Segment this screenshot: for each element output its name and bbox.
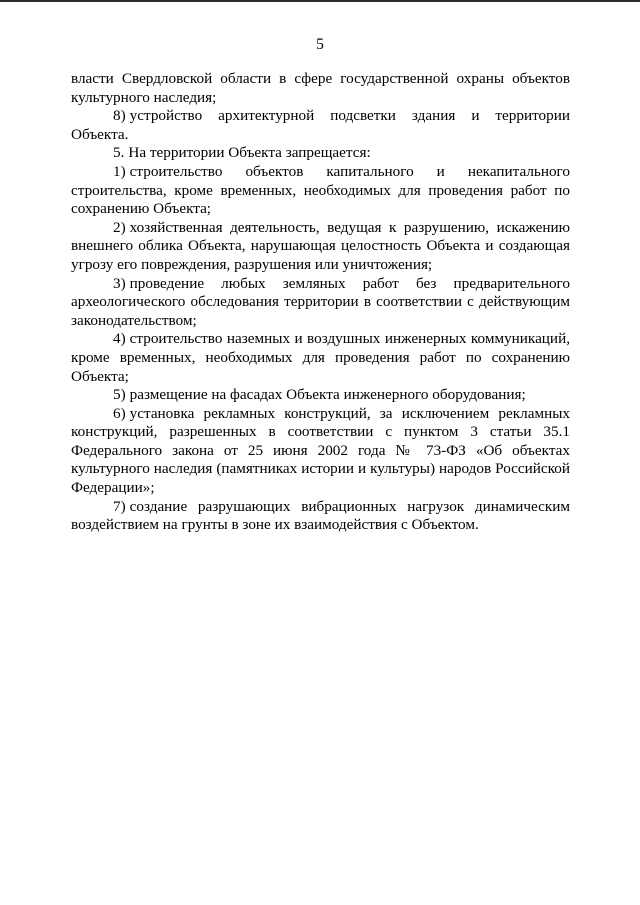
list-marker: 5) (113, 386, 126, 404)
list-item-4 (71, 330, 570, 386)
list-item-text: хозяйственная деятельность, ведущая к разрушению, искажению внешнего облика Объекта, нарушающая целостность Объекта и создающая угрозу его повреждения, разрушения или уничтожения; (71, 218, 570, 273)
list-marker: 1) (113, 162, 126, 180)
list-marker: 8) (113, 107, 126, 125)
paragraph-continuation (71, 70, 570, 107)
list-item-2 (71, 219, 570, 275)
list-item-text: установка рекламных конструкций, за исключением рекламных конструкций, разрешенных в соответствии с пунктом 3 статьи 35.1 Федерального закона от 25 июня 2002 года № 73-ФЗ «Об объектах культурного наследия (памятниках истории и культуры) народов Российской Федерации»; (71, 404, 570, 497)
page-top-edge (0, 0, 640, 2)
list-item-5 (71, 386, 570, 405)
list-marker: 6) (113, 404, 126, 422)
list-item-6 (71, 405, 570, 498)
page-number: 5 (316, 36, 324, 53)
list-marker: 3) (113, 274, 126, 292)
list-marker: 2) (113, 218, 126, 236)
section-heading-text: На территории Объекта запрещается: (128, 144, 371, 162)
list-item-text: создание разрушающих вибрационных нагрузок динамическим воздействием на грунты в зоне их взаимодействия с Объектом. (71, 497, 570, 534)
list-item-text: размещение на фасадах Объекта инженерного оборудования; (129, 386, 526, 404)
list-item-text: строительство наземных и воздушных инженерных коммуникаций, кроме временных, необходимых для проведения работ по сохранению Объекта; (71, 330, 570, 385)
list-marker: 4) (113, 330, 126, 348)
list-item-text: строительство объектов капитального и некапитального строительства, кроме временных, необходимых для проведения работ по сохранению Объекта; (71, 162, 570, 218)
list-item-8 (71, 107, 570, 144)
list-item-1 (71, 163, 570, 219)
paragraph-text: власти Свердловской области в сфере государственной охраны объектов культурного наследия; (71, 70, 570, 106)
document-body (71, 70, 570, 535)
list-item-7 (71, 498, 570, 535)
list-marker: 7) (113, 497, 126, 515)
list-item-text: устройство архитектурной подсветки здания и территории Объекта. (71, 107, 570, 143)
list-item-text: проведение любых земляных работ без предварительного археологического обследования территории в соответствии с действующим законодательством; (71, 274, 570, 329)
section-number: 5. (113, 144, 125, 162)
list-item-3 (71, 275, 570, 331)
section-heading-5 (71, 144, 570, 163)
